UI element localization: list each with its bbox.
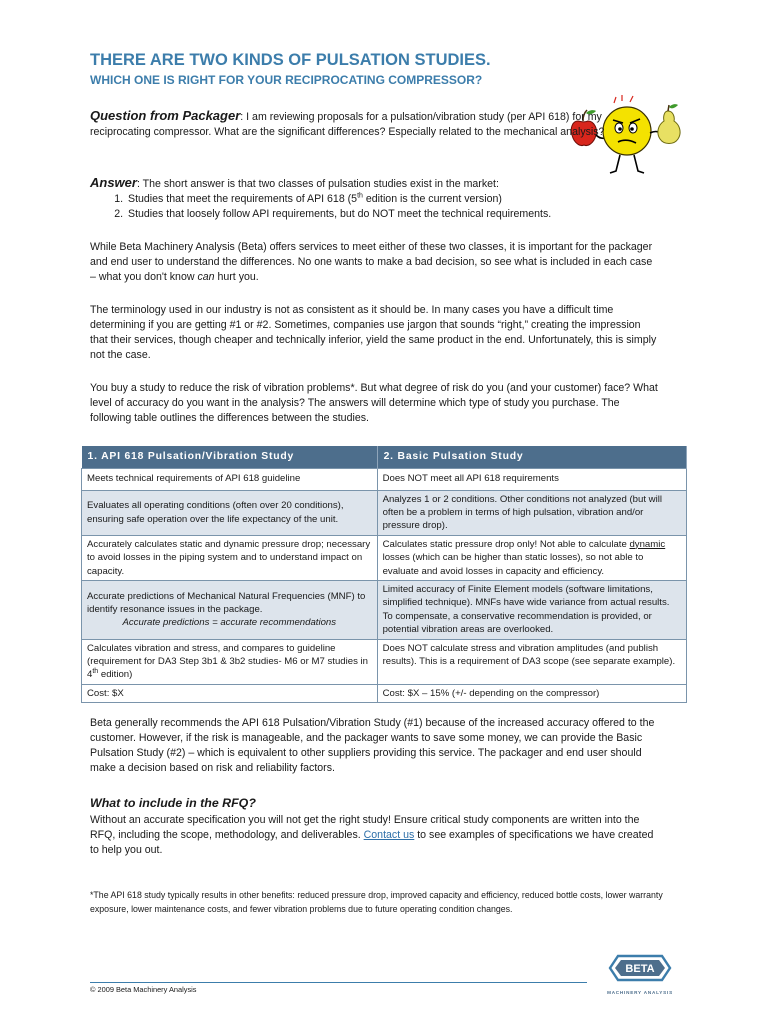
table-cell: Analyzes 1 or 2 conditions. Other conditions not analyzed (but will often be a problem in terms of high pulsation, vibration and/or pressure drop). xyxy=(377,490,686,535)
table-row xyxy=(82,490,687,535)
footer-divider xyxy=(90,982,587,983)
svg-text:BETA: BETA xyxy=(625,963,655,975)
page-title: THERE ARE TWO KINDS OF PULSATION STUDIES. xyxy=(90,51,491,69)
question-label: Question from Packager xyxy=(90,108,241,123)
rfq-paragraph: Without an accurate specification you will not get the right study! Ensure critical study components are written into the RFQ, including the scope, methodology, and deliverables. Contact us to see examples of specifications we have created to help you out. xyxy=(90,814,654,856)
svg-text:MACHINERY ANALYSIS: MACHINERY ANALYSIS xyxy=(607,990,673,995)
table-row xyxy=(82,468,687,490)
answer-label: Answer xyxy=(90,175,137,190)
table-cell: Does NOT meet all API 618 requirements xyxy=(377,468,686,490)
table-cell: Calculates vibration and stress, and compares to guideline (requirement for DA3 Step 3b1 & 3b2 studies- M6 or M7 studies in 4th edition) xyxy=(82,639,378,684)
recommendation-paragraph: Beta generally recommends the API 618 Pulsation/Vibration Study (#1) because of the increased accuracy offered to the customer. However, if the risk is manageable, and the packager wants to save some money, we can provide the Basic Pulsation Study (#2) – which is equivalent to other suppliers providing this service. The packager and end user should make a decision based on risk and reliability factors. xyxy=(90,717,655,774)
table-cell: Meets technical requirements of API 618 guideline xyxy=(82,468,378,490)
footer-copyright: © 2009 Beta Machinery Analysis xyxy=(90,985,197,994)
contact-us-link[interactable]: Contact us xyxy=(363,829,415,841)
answer-block xyxy=(90,175,710,222)
table-header-row xyxy=(82,446,687,468)
list-item: 2. Studies that loosely follow API requirements, but do NOT meet the technical requirements. xyxy=(126,207,710,222)
risk-paragraph: You buy a study to reduce the risk of vibration problems*. But what degree of risk do you (and your customer) face? What level of accuracy do you want in the analysis? The answers will determine which type of study you purchase. The following table outlines the differences between the studies. xyxy=(90,382,658,424)
answer-list xyxy=(112,192,710,222)
pear-icon xyxy=(658,104,680,143)
table-cell: Limited accuracy of Finite Element models (software limitations, simplified technique). MNFs have wide variance from actual results. To compensate, a conservative recommendation is provided, or potential vibration areas are overlooked. xyxy=(377,580,686,639)
beta-logo xyxy=(600,950,684,1000)
table-row xyxy=(82,639,687,684)
answer-intro: : The short answer is that two classes of pulsation studies exist in the market: xyxy=(136,178,499,190)
question-block xyxy=(90,108,658,140)
table-row xyxy=(82,580,687,639)
table-cell: Accurately calculates static and dynamic pressure drop; necessary to avoid losses in the piping system and to understand impact on capacity. xyxy=(82,535,378,580)
table-cell: Accurate predictions of Mechanical Natural Frequencies (MNF) to identify resonance issues in the package. Accurate predictions = accurate recommendations xyxy=(82,580,378,639)
page-subtitle: WHICH ONE IS RIGHT FOR YOUR RECIPROCATING COMPRESSOR? xyxy=(90,73,483,87)
rfq-heading: What to include in the RFQ? xyxy=(90,796,256,810)
question-text: : I am reviewing proposals for a pulsation/vibration study (per API 618) for my reciprocating compressor. What are the significant differences? Especially related to the mechanical analysis? xyxy=(90,111,605,138)
footnote: *The API 618 study typically results in other benefits: reduced pressure drop, improved capacity and efficiency, reduced bottle costs, lower warranty exposure, lower maintenance costs, and fewer vibration problems due to future operating condition changes. xyxy=(90,890,663,914)
table-row xyxy=(82,535,687,580)
table-header-basic: 2. Basic Pulsation Study xyxy=(377,446,686,468)
list-item: 1. Studies that meet the requirements of API 618 (5th edition is the current version) xyxy=(126,192,710,207)
table-cell: Evaluates all operating conditions (often over 20 conditions), ensuring safe operation over the life expectancy of the unit. xyxy=(82,490,378,535)
table-cell: Calculates static pressure drop only! Not able to calculate dynamic losses (which can be higher than static losses), so not able to evaluate and avoid losses in capacity and efficiency. xyxy=(377,535,686,580)
table-header-api618: 1. API 618 Pulsation/Vibration Study xyxy=(82,446,378,468)
table-cell: Does NOT calculate stress and vibration amplitudes (and publish results). This is a requirement of DA3 scope (see separate example). xyxy=(377,639,686,684)
comparison-table xyxy=(81,446,687,703)
table-cell: Cost: $X xyxy=(82,684,378,702)
table-row xyxy=(82,684,687,702)
terminology-paragraph: The terminology used in our industry is not as consistent as it should be. In many cases you have a difficult time determining if you are getting #1 or #2. Sometimes, companies use jargon that sounds “right,” creating the impression that their services, though cheaper and technically inferior, yield the same product in the end. Unfortunately, this is simply not the case. xyxy=(90,304,657,361)
intro-paragraph: While Beta Machinery Analysis (Beta) offers services to meet either of these two classes, it is important for the packager and end user to understand the differences. No one wants to make a bad decision, so see what is included in each case – what you don't know can hurt you. xyxy=(90,241,653,283)
table-cell: Cost: $X – 15% (+/- depending on the compressor) xyxy=(377,684,686,702)
